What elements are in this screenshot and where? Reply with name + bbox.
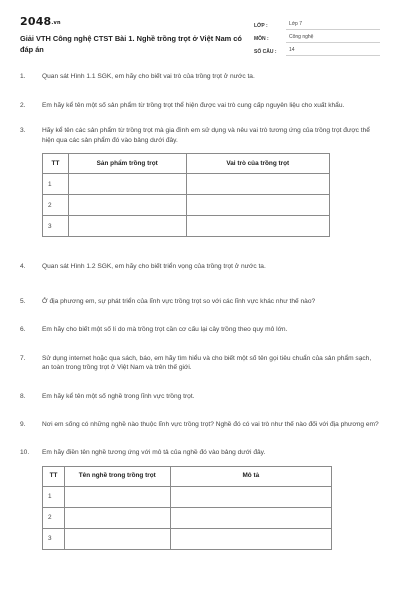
answer-cell[interactable] <box>64 486 170 507</box>
answer-cell[interactable] <box>68 216 186 237</box>
document-header <box>20 14 380 56</box>
question-text: Quan sát Hình 1.1 SGK, em hãy cho biết vai trò của trồng trọt ở nước ta. <box>42 73 255 80</box>
table-header-cell: Vai trò của trồng trọt <box>186 154 330 174</box>
question-number: 4. <box>20 263 26 271</box>
table-row <box>43 507 332 528</box>
question-text: Ở địa phương em, sự phát triển của lĩnh vực trồng trọt so với các lĩnh vực khác như thế nào? <box>42 297 316 305</box>
question-2 <box>20 101 380 111</box>
question-number: 9. <box>20 421 26 429</box>
question-number: 10. <box>20 449 30 457</box>
logo-suffix: .vn <box>51 20 61 26</box>
answer-cell[interactable] <box>186 216 330 237</box>
question-number: 7. <box>20 354 26 362</box>
table-row <box>43 528 332 549</box>
table-row <box>43 195 330 216</box>
question-9 <box>20 420 380 430</box>
meta-info <box>254 17 380 56</box>
meta-value: 14 <box>286 47 380 56</box>
question-text: Nơi em sống có những nghề nào thuộc lĩnh vực trồng trọt? Nghề đó có vai trò như thế nào đối với địa phương em? <box>42 421 379 429</box>
question-5 <box>20 297 380 307</box>
question-number: 1. <box>20 73 26 80</box>
answer-cell[interactable] <box>170 507 331 528</box>
table-cell: 1 <box>43 174 69 195</box>
question-number: 6. <box>20 326 26 334</box>
question-list <box>20 72 380 550</box>
meta-row-subject <box>254 30 380 43</box>
table-header-cell: TT <box>43 154 69 174</box>
table-cell: 2 <box>43 507 65 528</box>
table-header-row <box>43 154 330 174</box>
table-row <box>43 174 330 195</box>
table-row <box>43 486 332 507</box>
header-left <box>20 14 250 56</box>
products-table <box>42 153 330 237</box>
question-3 <box>20 126 380 145</box>
answer-cell[interactable] <box>186 195 330 216</box>
answer-cell[interactable] <box>68 174 186 195</box>
meta-label: LỚP : <box>254 22 268 29</box>
table-row <box>43 216 330 237</box>
answer-cell[interactable] <box>68 195 186 216</box>
question-10 <box>20 448 380 458</box>
answer-cell[interactable] <box>64 528 170 549</box>
answer-cell[interactable] <box>170 528 331 549</box>
question-number: 8. <box>20 392 26 400</box>
meta-row-count <box>254 43 380 56</box>
question-text: Em hãy cho biết một số lí do mà trồng trọt cần cơ cấu lại cây trồng theo quy mô lớn. <box>42 326 288 334</box>
table-header-cell: TT <box>43 466 65 486</box>
occupations-table <box>42 466 332 550</box>
meta-row-class <box>254 17 380 30</box>
question-text: Hãy kể tên các sản phẩm từ trồng trọt mà gia đình em sử dụng và nêu vai trò tương ứng của trồng trọt được thể hiện qua các sản phẩm đó vào bảng dưới đây. <box>42 127 370 144</box>
document-title: Giải VTH Công nghệ CTST Bài 1. Nghề trồng trọt ở Việt Nam có đáp án <box>20 33 242 55</box>
question-number: 2. <box>20 101 26 109</box>
question-8 <box>20 392 380 402</box>
table-cell: 3 <box>43 216 69 237</box>
question-text: Quan sát Hình 1.2 SGK, em hãy cho biết triển vọng của trồng trọt ở nước ta. <box>42 263 266 271</box>
question-1 <box>20 72 380 82</box>
table-cell: 2 <box>43 195 69 216</box>
question-number: 5. <box>20 297 26 305</box>
answer-cell[interactable] <box>186 174 330 195</box>
question-text: Sử dụng internet hoặc qua sách, báo, em hãy tìm hiểu và cho biết một số tên gọi tiêu chuẩn của sản phẩm sạch, an toàn trong trồng trọt ở Việt Nam và trên thế giới. <box>42 354 372 372</box>
answer-cell[interactable] <box>64 507 170 528</box>
question-text: Em hãy kể tên một số nghề trong lĩnh vực trồng trọt. <box>42 392 195 400</box>
question-text: Em hãy điền tên nghề tương ứng với mô tả của nghề đó vào bảng dưới đây. <box>42 449 266 457</box>
meta-value: Lớp 7 <box>286 21 380 30</box>
table-cell: 1 <box>43 486 65 507</box>
question-4 <box>20 262 380 272</box>
table-header-cell: Sản phẩm trồng trọt <box>68 154 186 174</box>
answer-cell[interactable] <box>170 486 331 507</box>
question-number: 3. <box>20 127 26 135</box>
table-cell: 3 <box>43 528 65 549</box>
table-header-cell: Mô tả <box>170 466 331 486</box>
meta-value: Công nghệ <box>286 34 380 43</box>
meta-label: MÔN : <box>254 35 269 42</box>
question-text: Em hãy kể tên một số sản phẩm từ trồng trọt thể hiện được vai trò cung cấp nguyên liệu cho xuất khẩu. <box>42 101 345 109</box>
question-7 <box>20 354 380 373</box>
table-header-row <box>43 466 332 486</box>
question-6 <box>20 325 380 335</box>
table-header-cell: Tên nghề trong trồng trọt <box>64 466 170 486</box>
logo-text: 2048 <box>20 15 52 28</box>
site-logo[interactable] <box>20 14 250 30</box>
meta-label: SỐ CÂU : <box>254 48 277 55</box>
